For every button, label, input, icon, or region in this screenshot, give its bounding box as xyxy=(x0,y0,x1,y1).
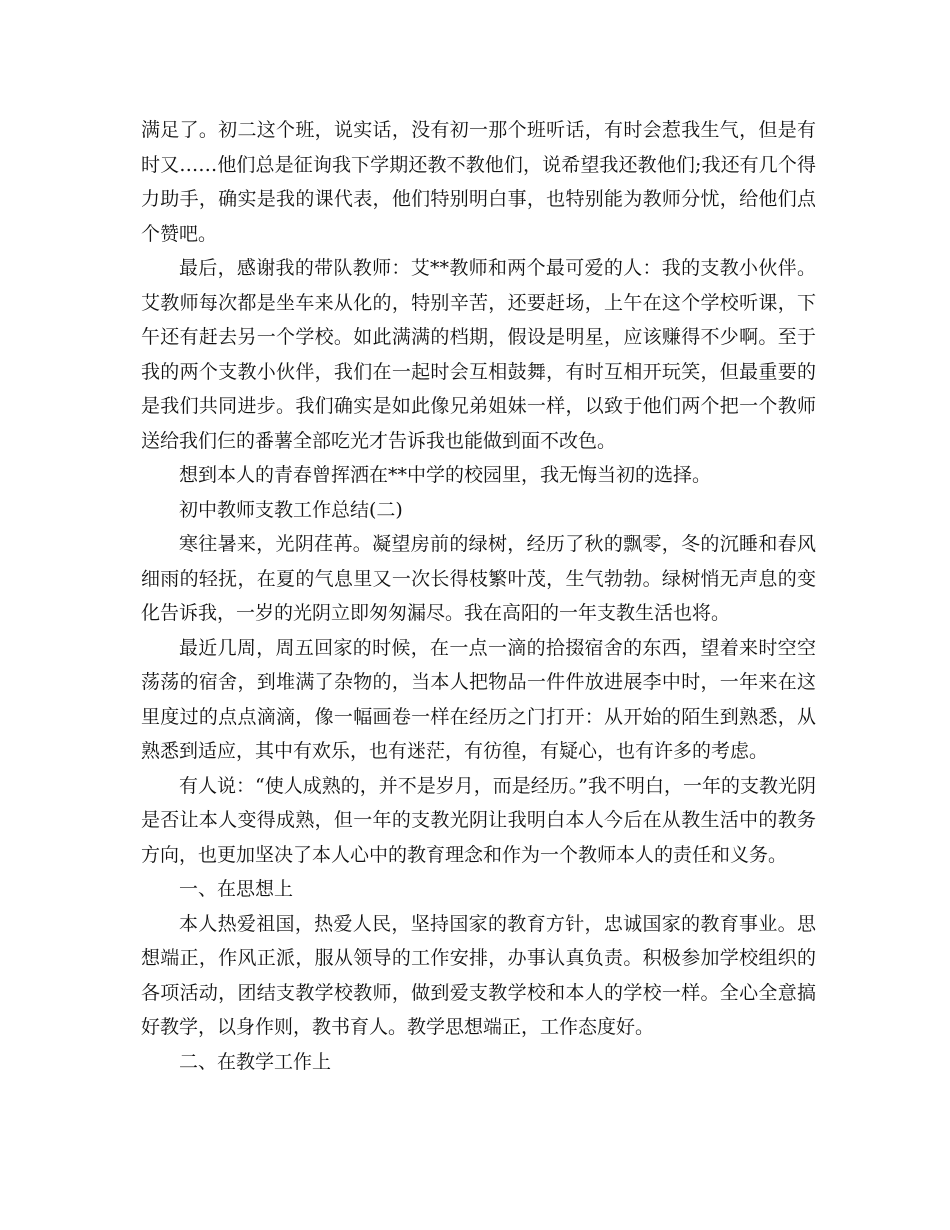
paragraph-packing: 最近几周，周五回家的时候，在一点一滴的拾掇宿舍的东西，望着来时空空荡荡的宿舍，到堆满了杂物的，当本人把物品一件件放进展李中时，一年来在这里度过的点点滴滴，像一幅画卷一样在经历之门打开：从开始的陌生到熟悉，从熟悉到适应，其中有欢乐，也有迷茫，有彷徨，有疑心，也有许多的考虑。 xyxy=(141,636,816,762)
document-body xyxy=(141,113,816,1079)
paragraph-thanks: 最后，感谢我的带队教师：艾**教师和两个最可爱的人：我的支教小伙伴。艾教师每次都是坐车来从化的，特别辛苦，还要赶场，上午在这个学校听课，下午还有赶去另一个学校。如此满满的档期，假设是明星，应该赚得不少啊。至于我的两个支教小伙伴，我们在一起时会互相鼓舞，有时互相开玩笑，但最重要的是我们共同进步。我们确实是如此像兄弟姐妹一样，以致于他们两个把一个教师送给我们仨的番薯全部吃光才告诉我也能做到面不改色。 xyxy=(141,257,816,452)
heading-teaching: 二、在教学工作上 xyxy=(179,1050,332,1073)
paragraph-continuation: 满足了。初二这个班，说实话，没有初一那个班听话，有时会惹我生气，但是有时又……他们总是征询我下学期还教不教他们，说希望我还教他们;我还有几个得力助手，确实是我的课代表，他们特别明白事，也特别能为教师分忧，给他们点个赞吧。 xyxy=(141,119,816,245)
section-title: 初中教师支教工作总结(二) xyxy=(179,498,403,521)
paragraph-no-regret: 想到本人的青春曾挥洒在**中学的校园里，我无悔当初的选择。 xyxy=(179,464,712,486)
paragraph-experience: 有人说：“使人成熟的，并不是岁月，而是经历。”我不明白，一年的支教光阴是否让本人变得成熟，但一年的支教光阴让我明白本人今后在从教生活中的教务方向，也更加坚决了本人心中的教育理念和作为一个教师本人的责任和义务。 xyxy=(141,774,816,866)
paragraph-ideology: 本人热爱祖国，热爱人民，坚持国家的教育方针，忠诚国家的教育事业。思想端正，作风正派，服从领导的工作安排，办事认真负责。积极参加学校组织的各项活动，团结支教学校教师，做到爱支教学校和本人的学校一样。全心全意搞好教学，以身作则，教书育人。教学思想端正，工作态度好。 xyxy=(141,912,816,1038)
heading-ideology: 一、在思想上 xyxy=(179,878,294,900)
paragraph-seasons: 寒往暑来，光阴荏苒。凝望房前的绿树，经历了秋的飘零，冬的沉睡和春风细雨的轻抚，在夏的气息里又一次长得枝繁叶茂，生气勃勃。绿树悄无声息的变化告诉我，一岁的光阴立即匆匆漏尽。我在高阳的一年支教生活也将。 xyxy=(141,533,816,624)
